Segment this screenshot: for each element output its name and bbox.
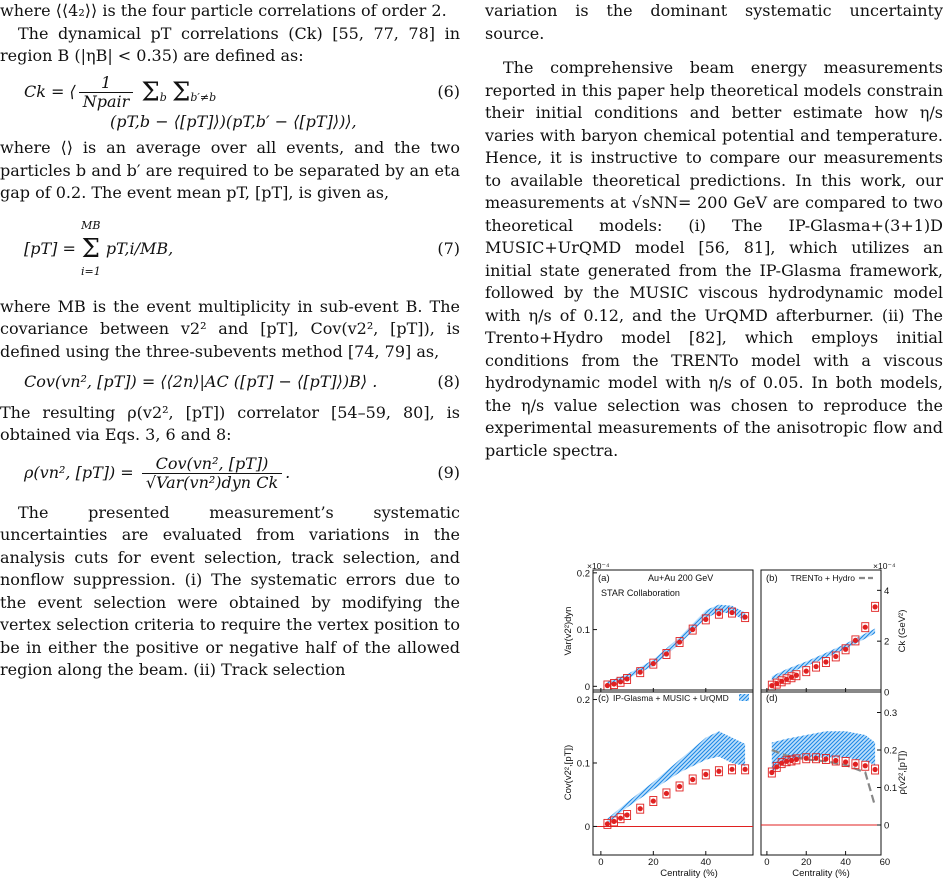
equation-number: (6) bbox=[437, 81, 460, 101]
data-point bbox=[618, 816, 623, 821]
legend-swatch bbox=[739, 694, 749, 701]
data-point bbox=[729, 610, 734, 615]
figure-four-panel-chart bbox=[563, 561, 908, 884]
paragraph: where MB is the event multiplicity in sub-event B. The covariance between v2² and [pT], Cov(v2², [pT]), is defined using the three-subevents method [74, 79] as, bbox=[0, 296, 460, 361]
data-point bbox=[743, 614, 748, 619]
data-point bbox=[638, 806, 643, 811]
y-axis-label: Cov(v2²,[pT]) bbox=[563, 744, 574, 801]
data-point bbox=[690, 627, 695, 632]
data-point bbox=[664, 791, 669, 796]
data-point bbox=[611, 819, 616, 824]
y-scale-label: ×10⁻⁴ bbox=[873, 561, 896, 571]
paragraph: where ⟨⟨4₂⟩⟩ is the four particle correlations of order 2. bbox=[0, 1, 447, 20]
paragraph: The presented measurement’s systematic uncertainties are evaluated from variations in the analysis cuts for event selection, track selection, and nonflow suppression. (i) The systematic errors due to the event selection were obtained by modifying the vertex selection criteria to require the vertex position to be in either the positive or negative half of the allowed region along the beam. (ii) Track selection bbox=[0, 502, 460, 679]
eq-rhs: pT,i/MB, bbox=[105, 238, 174, 258]
data-point bbox=[651, 798, 656, 803]
model-band bbox=[607, 731, 745, 823]
data-point bbox=[624, 812, 629, 817]
equation-body bbox=[0, 215, 420, 284]
data-point bbox=[651, 661, 656, 666]
panel-2 bbox=[761, 570, 881, 692]
sum-bottom: i=1 bbox=[80, 265, 101, 278]
y-tick-label: 0.2 bbox=[576, 695, 590, 707]
data-point bbox=[677, 784, 682, 789]
paragraph: variation is the dominant systematic uncertainty source. bbox=[485, 1, 943, 43]
panel-4 bbox=[761, 690, 881, 855]
data-point bbox=[843, 647, 848, 652]
eq-lhs: [pT] = bbox=[24, 238, 76, 258]
sum-symbol: Σ bbox=[81, 234, 101, 264]
fraction bbox=[142, 455, 282, 492]
x-tick-label: 20 bbox=[800, 857, 812, 868]
denominator: Npair bbox=[82, 91, 130, 111]
data-point bbox=[872, 604, 877, 609]
data-point bbox=[863, 763, 868, 768]
y-tick-label: 4 bbox=[884, 585, 890, 597]
paragraph: The comprehensive beam energy measurements reported in this paper help theoretical models constrain their initial conditions and better estimate how η/s varies with baryon chemical potential and temperature. Hence, it is instructive to compare our measurements to available theoretical predictions. In this work, our measurements at √sNN= 200 GeV are compared to two theoretical models: (i) The IP-Glasma+(3+1)D MUSIC+UrQMD model [56, 81], which utilizes an initial state generated from the IP-Glasma framework, followed by the MUSIC viscous hydrodynamic model with η/s of 0.12, and the UrQMD afterburner. (ii) The Trento+Hydro model [82], which employs initial conditions from the TRENTo model with a viscous hydrodynamic model with η/s of 0.05. In both models, the η/s value selection was chosen to reproduce the experimental measurements of the anisotropic flow and particle spectra. bbox=[485, 58, 943, 460]
y-tick-label: 2 bbox=[884, 636, 890, 648]
equation-body: Cov(vn², [pT]) = ⟨⟨2n⟩|AC ([pT] − ⟨[pT]⟩)B⟩ . bbox=[24, 372, 378, 391]
data-point bbox=[872, 767, 877, 772]
panel-frame bbox=[761, 690, 881, 855]
left-column bbox=[0, 0, 460, 682]
equation-number: (8) bbox=[437, 372, 460, 391]
fraction bbox=[79, 74, 134, 111]
x-tick-label: 20 bbox=[648, 857, 659, 868]
y-axis-label: ρ(v2²,[pT]) bbox=[897, 750, 908, 795]
model-band bbox=[772, 629, 875, 681]
data-point bbox=[638, 670, 643, 675]
data-point bbox=[843, 759, 848, 764]
data-point bbox=[853, 638, 858, 643]
y-tick-label: 0.1 bbox=[576, 758, 590, 770]
paragraph: where ⟨⟩ is an average over all events, and the two particles b and b′ are required to be separated by an eta gap of 0.2. The event mean pT, [pT], is given as, bbox=[0, 138, 460, 202]
data-point bbox=[677, 639, 682, 644]
sum-symbol: Σ bbox=[171, 76, 191, 107]
data-point bbox=[664, 651, 669, 656]
data-point bbox=[833, 654, 838, 659]
data-point bbox=[611, 681, 616, 686]
data-point bbox=[823, 756, 828, 761]
right-column bbox=[485, 0, 943, 462]
sum-top: MB bbox=[81, 218, 101, 232]
data-point bbox=[605, 683, 610, 688]
sum-sub: b bbox=[159, 90, 167, 104]
data-point bbox=[804, 669, 809, 674]
data-point bbox=[743, 767, 748, 772]
panel-3 bbox=[593, 690, 753, 855]
data-point bbox=[729, 767, 734, 772]
data-point bbox=[823, 659, 828, 664]
panel-label: (c) bbox=[598, 693, 610, 704]
x-tick-label: 60 bbox=[879, 857, 891, 868]
data-point bbox=[804, 756, 809, 761]
data-point bbox=[690, 777, 695, 782]
data-point bbox=[605, 821, 610, 826]
y-tick-label: 0.1 bbox=[884, 783, 898, 794]
equation-7 bbox=[0, 215, 460, 284]
y-scale-label: ×10⁻⁴ bbox=[587, 561, 610, 571]
sum-block bbox=[81, 215, 101, 284]
sum-sub: b′≠b bbox=[190, 90, 217, 104]
data-point bbox=[794, 757, 799, 762]
y-tick-label: 0.2 bbox=[576, 568, 590, 580]
data-point bbox=[716, 769, 721, 774]
eq-lhs: Ck = ⟨ bbox=[24, 81, 76, 101]
equation-number: (7) bbox=[437, 238, 460, 258]
data-point bbox=[863, 625, 868, 630]
data-point bbox=[703, 617, 708, 622]
equation-6 bbox=[0, 74, 460, 134]
chart-layer bbox=[563, 561, 908, 879]
equation-8 bbox=[0, 371, 460, 394]
legend-label: IP-Glasma + MUSIC + UrQMD bbox=[613, 693, 729, 703]
equation-body bbox=[0, 74, 420, 111]
legend-label: TRENTo + Hydro bbox=[790, 573, 855, 583]
paragraph: The dynamical pT correlations (Ck) [55, 77, 78] in region B (|ηB| < 0.35) are defined as: bbox=[0, 23, 460, 65]
panel-label: (b) bbox=[766, 573, 778, 584]
y-tick-label: 0 bbox=[884, 687, 890, 699]
y-tick-label: 0 bbox=[584, 821, 590, 833]
data-point bbox=[794, 673, 799, 678]
y-tick-label: 0.3 bbox=[884, 708, 898, 719]
data-point bbox=[853, 762, 858, 767]
x-axis-label: Centrality (%) bbox=[660, 868, 718, 879]
y-axis-label: Ck (GeV²) bbox=[897, 609, 908, 653]
eq-tail: . bbox=[285, 462, 291, 482]
x-axis-label: Centrality (%) bbox=[792, 868, 850, 879]
data-point bbox=[716, 611, 721, 616]
annotation: Au+Au 200 GeV bbox=[648, 573, 714, 583]
data-point bbox=[703, 772, 708, 777]
equation-number: (9) bbox=[437, 462, 460, 482]
annotation: STAR Collaboration bbox=[601, 588, 680, 598]
x-tick-label: 0 bbox=[764, 857, 770, 868]
x-tick-label: 40 bbox=[840, 857, 851, 868]
numerator: 1 bbox=[79, 74, 134, 93]
y-axis-label: Var(v2²)dyn bbox=[563, 606, 574, 656]
y-tick-label: 0.1 bbox=[576, 625, 590, 637]
sum-symbol: Σ bbox=[141, 76, 160, 107]
data-point bbox=[624, 676, 629, 681]
data-point bbox=[813, 756, 818, 761]
denominator: √Var(vn²)dyn Ck bbox=[145, 472, 279, 492]
data-point bbox=[813, 664, 818, 669]
equation-body bbox=[0, 455, 420, 492]
numerator: Cov(vn², [pT]) bbox=[142, 455, 282, 474]
y-tick-label: 0.2 bbox=[884, 745, 898, 757]
paragraph: The resulting ρ(v2², [pT]) correlator [54–59, 80], is obtained via Eqs. 3, 6 and 8: bbox=[0, 402, 460, 444]
y-tick-label: 0 bbox=[584, 681, 590, 693]
x-tick-label: 0 bbox=[598, 857, 604, 868]
y-tick-label: 0 bbox=[884, 820, 890, 832]
data-point bbox=[618, 679, 623, 684]
x-tick-label: 40 bbox=[700, 857, 712, 868]
equation-line-2: (pT,b − ⟨[pT]⟩)(pT,b′ − ⟨[pT]⟩)⟩, bbox=[110, 111, 357, 131]
model-band bbox=[772, 731, 875, 772]
equation-9 bbox=[0, 455, 460, 492]
data-point bbox=[833, 758, 838, 763]
equation-row bbox=[0, 74, 460, 111]
panel-label: (d) bbox=[766, 693, 778, 704]
panel-label: (a) bbox=[598, 573, 610, 584]
eq-lhs: ρ(vn², [pT]) = bbox=[24, 462, 134, 482]
